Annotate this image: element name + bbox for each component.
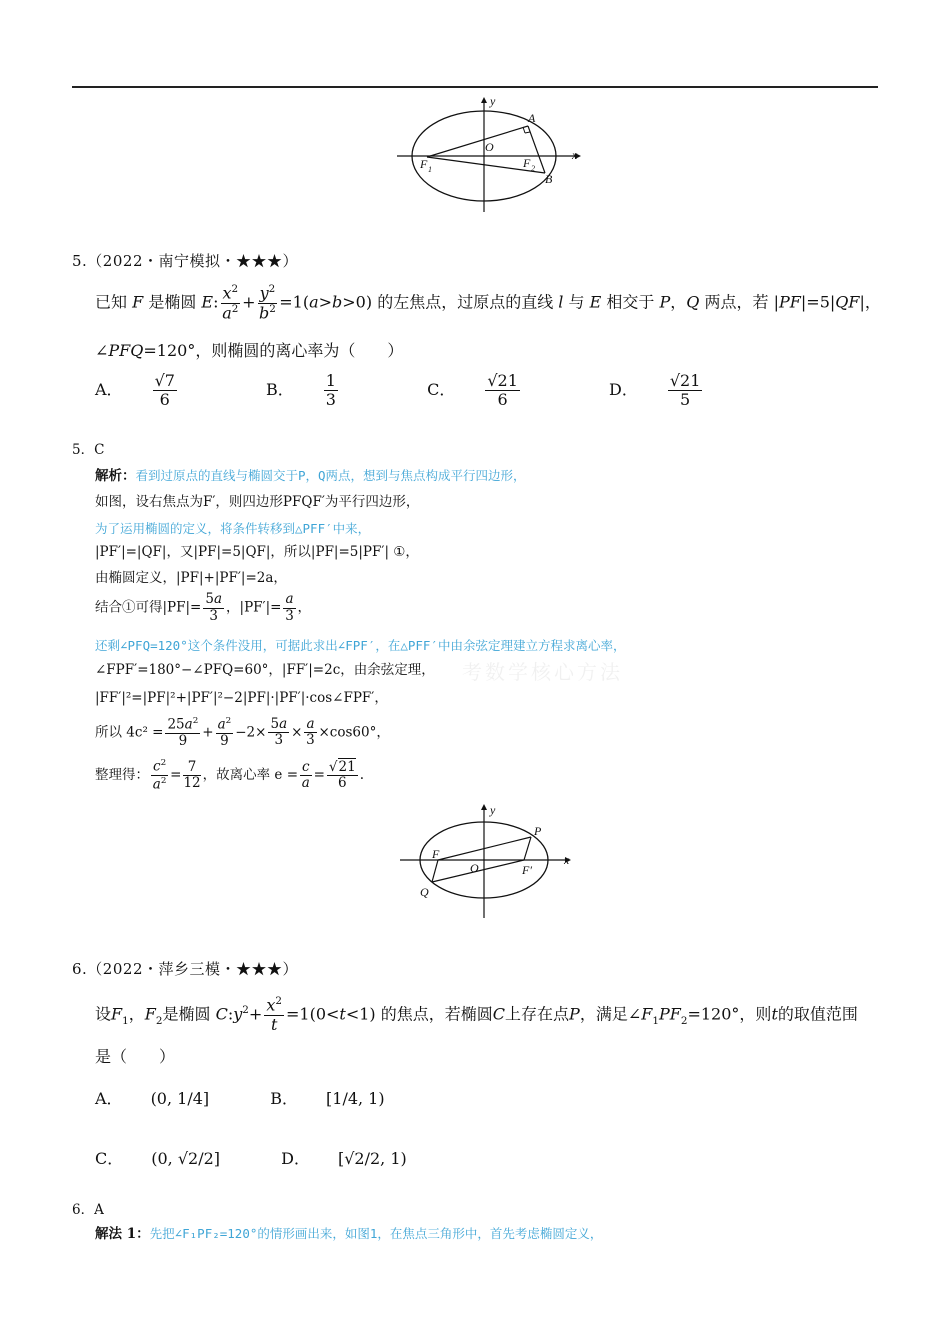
q5-options xyxy=(95,372,786,410)
header-rule xyxy=(72,86,878,88)
q6-stem-line2: 是（ ） xyxy=(95,1047,176,1066)
svg-text:1: 1 xyxy=(428,165,432,174)
fig2-P-label: P xyxy=(534,824,542,838)
a5-line3: 为了运用椭圆的定义，将条件转移到△PFF′中来， xyxy=(95,521,371,536)
q5-option-a: A． $\frac{√7}{6}$ xyxy=(95,371,175,410)
a5-line4: |PF′|=|QF|，又|PF|=5|QF|，所以|PF|=5|PF′| ①， xyxy=(95,544,419,560)
q5-stem: 已知 F 是椭圆 E: $\frac{x^2}{a^2}$ + $\frac{y^2}{b^2}$ =1(a>b>0) 的左焦点，过原点的直线 l 与 E 相交于 P，Q 两点，若 |PF|=5|QF|， xyxy=(95,283,881,323)
q6-option-a: A． (0, 1/4] xyxy=(95,1089,210,1108)
a5-line6: 结合①可得|PF|= $\frac{5a}{3}$ ，|PF′|= $\frac{a}{3}$ ， xyxy=(95,591,312,624)
fig1-x-label: x xyxy=(572,148,578,162)
a5-line7: 还剩∠PFQ=120°这个条件没用，可据此求出∠FPF′，在△PFF′中由余弦定理建立方程求离心率， xyxy=(95,638,626,653)
a5-answer: 5．C xyxy=(72,442,105,458)
fig2-Fprime-label: F′ xyxy=(522,863,532,877)
q5-option-c: C． $\frac{√21}{6}$ xyxy=(427,371,518,410)
q5-header: 5.（2022・南宁模拟・★★★） xyxy=(72,252,298,270)
q5-stem-line2: ∠PFQ=120°，则椭圆的离心率为（ ） xyxy=(95,341,404,360)
q5-option-d: D． $\frac{√21}{5}$ xyxy=(608,371,701,410)
fig1-A-label: A xyxy=(528,111,536,125)
fig2-y-label: y xyxy=(490,803,496,817)
watermark: 考数学核心方法 xyxy=(462,660,623,684)
q6-option-b: B． [1/4, 1) xyxy=(270,1089,385,1108)
a5-line9: |FF′|²=|PF|²+|PF′|²−2|PF|·|PF′|·cos∠FPF′， xyxy=(95,690,388,706)
a5-line10: 所以 4c² = $\frac{25a^2}{9}$ + $\frac{a^2}{9}$ −2× $\frac{5a}{3}$ × $\frac{a}{3}$ ×cos60°， xyxy=(95,715,390,750)
fig1-y-label: y xyxy=(490,95,496,108)
q6-options-row1 xyxy=(95,1086,441,1112)
q6-options-row2 xyxy=(95,1146,463,1172)
a6-answer: 6．A xyxy=(72,1202,104,1218)
q6-stem: 设$F_1$，$F_2$是椭圆 $C:y^2+$ $\frac{x^2}{t}$ =1(0<t<1) 的焦点，若椭圆C上存在点P，满足$\angle F_1PF_2=120^\circ$，则t的取值范围 xyxy=(95,995,858,1034)
q6-option-d: D． [√2/2, 1) xyxy=(281,1149,407,1168)
q5-option-b: B． $\frac{1}{3}$ xyxy=(266,371,336,410)
ellipse-figure-1 xyxy=(395,95,585,215)
fig1-B-label: B xyxy=(545,172,553,186)
fig2-x-label: x xyxy=(564,853,570,867)
a6-method: 解法 1：先把∠F₁PF₂=120°的情形画出来，如图1，在焦点三角形中，首先考虑椭圆定义， xyxy=(95,1226,603,1242)
fig2-O-label: O xyxy=(470,861,479,875)
q6-option-c: C． (0, √2/2] xyxy=(95,1149,221,1168)
fig1-F1-label: F xyxy=(420,157,428,171)
a5-line8: ∠FPF′=180°−∠PFQ=60°，|FF′|=2c，由余弦定理， xyxy=(95,662,435,678)
a5-analysis: 解析：看到过原点的直线与椭圆交于P，Q两点，想到与焦点构成平行四边形， xyxy=(95,468,526,484)
ellipse-figure-2 xyxy=(398,802,578,922)
fig1-F2-label: F xyxy=(523,156,531,170)
fig1-O-label: O xyxy=(485,140,494,154)
q6-header: 6.（2022・萍乡三模・★★★） xyxy=(72,960,298,978)
a5-line2: 如图，设右焦点为F′，则四边形PFQF′为平行四边形， xyxy=(95,494,420,510)
fig2-F-label: F xyxy=(432,847,440,861)
a5-line11: 整理得： $\frac{c^2}{a^2}$ = $\frac{7}{12}$ ，故离心率 e = $\frac{c}{a}$ = $\frac{√21}{6}$ . xyxy=(95,758,364,793)
svg-text:2: 2 xyxy=(531,164,535,173)
fig2-Q-label: Q xyxy=(420,885,429,899)
a5-line5: 由椭圆定义，|PF|+|PF′|=2a， xyxy=(95,570,287,586)
